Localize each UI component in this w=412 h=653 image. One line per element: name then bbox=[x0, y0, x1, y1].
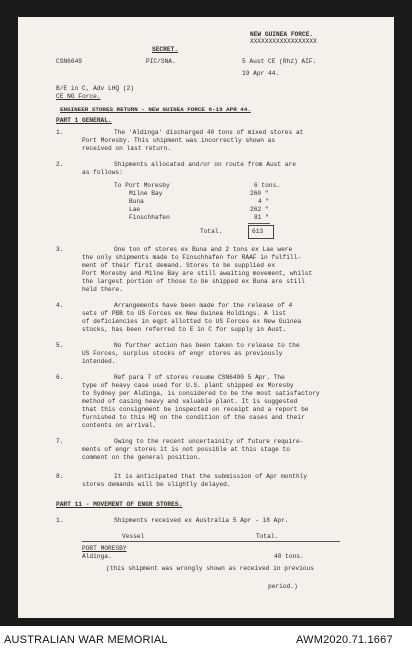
text-line: The 'Aldinga' discharged 40 tons of mixed stores at bbox=[114, 129, 304, 136]
allocation-qty: 4 " bbox=[258, 198, 270, 205]
text-line: It is anticipated that the submission of Apr monthly bbox=[114, 473, 308, 480]
allocation-qty: 262 " bbox=[250, 206, 269, 213]
text-line: No further action has been taken to release to the bbox=[114, 342, 300, 349]
text-line: Ref para 7 of stores resume CSN6490 5 Apr. The bbox=[114, 374, 285, 381]
text-line: as follows: bbox=[82, 169, 123, 176]
text-line: of deficiencies in eqpt allotted to US Forces ex New Guinea bbox=[82, 318, 302, 325]
allocation-dest: Lae bbox=[129, 206, 141, 213]
allocation-qty: 260 " bbox=[250, 190, 269, 197]
para-number: 1. bbox=[56, 129, 64, 136]
table-header-rule bbox=[82, 541, 340, 542]
para-number: 8. bbox=[56, 473, 64, 480]
document-title: ENGINEER STORES RETURN - NEW GUINEA FORCE 6-19 APR 44. bbox=[60, 106, 251, 113]
text-line: Shipments allocated and/or on route from Aust are bbox=[114, 161, 296, 168]
addressee-line-1: B/E in C, Adv LHQ (2) bbox=[56, 85, 134, 92]
total-label: Total. bbox=[200, 228, 223, 235]
footer-bar bbox=[0, 626, 412, 653]
text-line: type of heavy case used for U.S. plant shipped ex Moresby bbox=[82, 382, 294, 389]
text-line: received on last return. bbox=[82, 145, 172, 152]
footer-accession: AWM2020.71.1667 bbox=[296, 634, 393, 646]
allocation-qty: 6 tons. bbox=[254, 182, 280, 189]
part2-heading: PART 11 - MOVEMENT OF ENGR STORES. bbox=[56, 501, 183, 508]
text-line: One ton of stores ex Buna and 2 tons ex Lae were bbox=[114, 246, 293, 253]
text-line: held there. bbox=[82, 286, 123, 293]
part1-heading: PART 1 GENERAL. bbox=[56, 117, 112, 124]
text-line: ments of engr stores it is not possible at this stage to bbox=[82, 446, 290, 453]
force-underline: XXXXXXXXXXXXXXXXXX bbox=[250, 38, 317, 45]
total-rule bbox=[248, 223, 270, 224]
date: 19 Apr 44. bbox=[242, 70, 280, 77]
text-line: ment of their first demand. Stores to be supplied ex bbox=[82, 262, 276, 269]
allocation-qty: 81 " bbox=[254, 214, 269, 221]
text-line: to Sydney per Aldinga, is considered to be the most satisfactory bbox=[82, 390, 320, 397]
text-line: stocks, has been referred to E in C for supply in Aust. bbox=[82, 326, 287, 333]
text-line: stores demands will be slightly delayed. bbox=[82, 481, 231, 488]
column-header-total: Total. bbox=[256, 533, 279, 540]
document-page bbox=[18, 17, 394, 618]
table-row-port: PORT MORESBY bbox=[82, 545, 127, 552]
text-line: the largest portion of those to be shipped ex Buna are still bbox=[82, 278, 305, 285]
para-number: 3. bbox=[56, 246, 64, 253]
text-line: sets of PBB to US Forces ex New Guinea Holdings. A list bbox=[82, 310, 287, 317]
total-value: 613 bbox=[252, 228, 264, 235]
text-line: contents on arrival. bbox=[82, 422, 157, 429]
allocation-dest: Milne Bay bbox=[129, 190, 163, 197]
table-row-total: 40 tons. bbox=[274, 553, 304, 560]
table-row-vessel: Aldinga. bbox=[82, 553, 112, 560]
para-number: 7. bbox=[56, 438, 64, 445]
para-number: 4. bbox=[56, 302, 64, 309]
note-line: period.) bbox=[268, 583, 298, 590]
text-line: method of casing heavy and valuable plant. It is suggested bbox=[82, 398, 298, 405]
classification: SECRET. bbox=[152, 46, 178, 53]
text-line: US Forces, surplus stocks of engr stores as previously bbox=[82, 350, 283, 357]
column-header-vessel: Vessel bbox=[122, 533, 145, 540]
text-line: comment on the general position. bbox=[82, 454, 201, 461]
footer-source: AUSTRALIAN WAR MEMORIAL bbox=[4, 634, 168, 646]
text-line: Shipments received ex Australia 5 Apr - 18 Apr. bbox=[114, 517, 289, 524]
force-title: NEW GUINEA FORCE. bbox=[250, 31, 314, 38]
para-number: 1. bbox=[56, 517, 64, 524]
para-number: 6. bbox=[56, 374, 64, 381]
para-number: 2. bbox=[56, 161, 64, 168]
text-line: Arrangements have been made for the release of 4 bbox=[114, 302, 293, 309]
ref-no: CSN6649 bbox=[56, 58, 82, 65]
note-line: (this shipment was wrongly shown as received in previous bbox=[106, 565, 314, 572]
text-line: Port Moresby. This shipment was incorrectly shown as bbox=[82, 137, 276, 144]
allocation-dest: Finschhafen bbox=[129, 214, 170, 221]
text-line: Owing to the recent uncertainity of future require- bbox=[114, 438, 304, 445]
file-ref: PIC/SNA. bbox=[146, 58, 176, 65]
text-line: that this consignment be inspected on receipt and a report be bbox=[82, 406, 309, 413]
text-line: furnished to this HQ on the condition of the cases and their bbox=[82, 414, 305, 421]
total-box bbox=[248, 225, 274, 239]
allocation-dest: To Port Moresby bbox=[114, 182, 170, 189]
text-line: the only shipments made to Finschhafen for RAAF in fulfill- bbox=[82, 254, 302, 261]
text-line: Port Moresby and Milne Bay are still awaiting movement, whilst bbox=[82, 270, 313, 277]
allocation-dest: Buna bbox=[129, 198, 144, 205]
text-line: intended. bbox=[82, 358, 116, 365]
para-number: 5. bbox=[56, 342, 64, 349]
from-unit: 5 Aust CE (Rhz) AIF. bbox=[242, 58, 317, 65]
addressee-line-2: CE NG Force. bbox=[56, 93, 101, 100]
